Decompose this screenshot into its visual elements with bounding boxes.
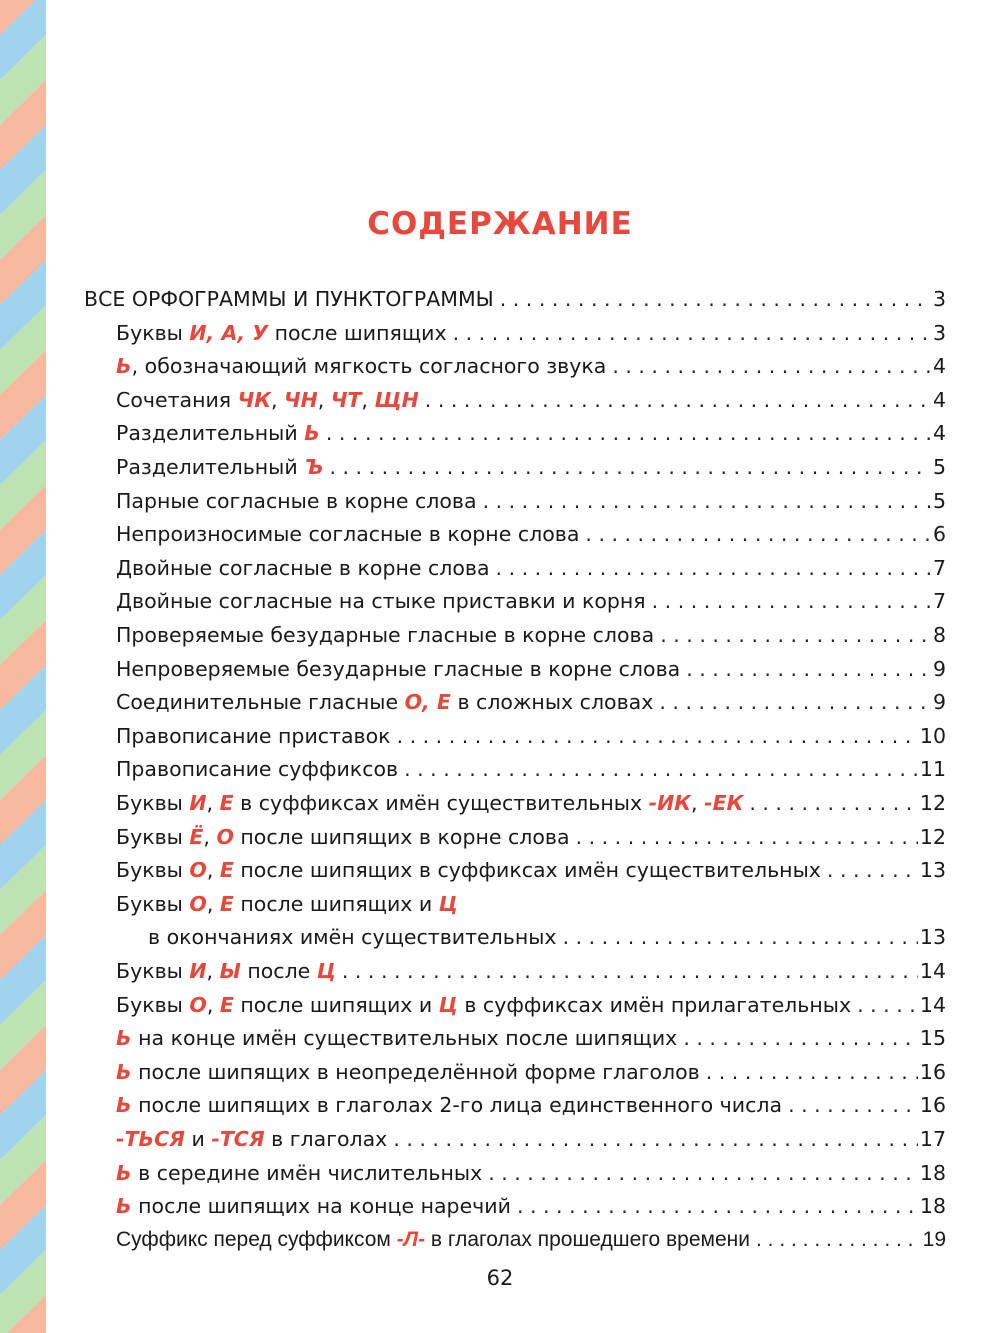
toc-text: , (271, 387, 285, 412)
toc-highlight: Е (219, 891, 234, 916)
toc-highlight: О (189, 992, 207, 1017)
toc-entry-title (116, 450, 323, 484)
toc-highlight: -ТСЯ (211, 1127, 265, 1151)
toc-entry[interactable] (116, 316, 946, 350)
toc-text: , (206, 858, 220, 883)
toc-entry[interactable] (116, 1088, 946, 1122)
toc-leader-dots (453, 316, 931, 350)
page-title: СОДЕРЖАНИЕ (367, 206, 633, 242)
toc-page-number: 4 (932, 421, 946, 446)
toc-entry[interactable] (116, 752, 946, 786)
toc-highlight: И (189, 959, 207, 983)
toc-text: Суффикс перед суффиксом (116, 1227, 397, 1251)
toc-page-number: 15 (919, 1026, 946, 1051)
toc-leader-dots (683, 1021, 918, 1055)
toc-entry[interactable] (148, 920, 946, 954)
toc-entry-title (116, 1156, 482, 1190)
toc-highlight: О (189, 858, 207, 883)
toc-leader-dots (857, 988, 918, 1022)
toc-text: , (206, 791, 220, 815)
toc-text: после шипящих на конце наречий (131, 1194, 511, 1219)
toc-text: Проверяемые безударные гласные в корне слова (116, 623, 655, 647)
toc-entry-title (116, 1021, 677, 1055)
toc-entry[interactable] (116, 1021, 946, 1055)
toc-page-number: 18 (919, 1160, 946, 1185)
toc-text: , (206, 959, 220, 983)
toc-text: и (184, 1127, 212, 1151)
toc-leader-dots (706, 1055, 918, 1089)
toc-entry-title (116, 551, 490, 585)
toc-text: в сложных словах (450, 690, 654, 715)
toc-highlight: Ц (438, 992, 458, 1017)
toc-entry-title (116, 820, 570, 854)
decorative-triangle-stripe (0, 0, 48, 1333)
toc-highlight: Е (219, 992, 234, 1017)
toc-text: Буквы (116, 891, 190, 916)
toc-text: , (361, 387, 375, 412)
toc-entry[interactable] (116, 954, 946, 988)
toc-page-number: 16 (919, 1093, 946, 1118)
toc-entry-title (116, 1088, 782, 1122)
toc-highlight: Ъ (304, 455, 324, 479)
toc-entry-title (116, 988, 851, 1022)
toc-page-number: 13 (919, 858, 946, 883)
toc-highlight: -ТЬСЯ (116, 1127, 185, 1151)
toc-entry[interactable] (116, 1055, 946, 1089)
toc-text: Буквы (116, 959, 190, 983)
toc-highlight: Е (219, 791, 234, 815)
toc-leader-dots (397, 719, 918, 753)
toc-highlight: -ИК (648, 791, 692, 815)
toc-entry[interactable] (116, 853, 946, 887)
toc-entry-title (148, 920, 557, 954)
toc-highlight: И, А, У (189, 320, 269, 345)
toc-highlight: Ц (316, 959, 336, 983)
toc-text: после шипящих в глаголах 2-го лица единственного числа (131, 1093, 783, 1118)
toc-entry[interactable] (116, 719, 946, 753)
toc-entry-title (116, 786, 743, 820)
toc-text: в окончаниях имён существительных (148, 925, 557, 950)
toc-entry-title (116, 652, 680, 686)
toc-text: , (317, 387, 331, 412)
toc-text: после шипящих в неопределённой форме глаголов (131, 1059, 700, 1084)
toc-leader-dots (488, 1156, 918, 1190)
toc-highlight: Ь (116, 1093, 132, 1118)
toc-leader-dots (612, 349, 931, 383)
toc-leader-dots (404, 752, 918, 786)
toc-entry-title (116, 1189, 511, 1223)
toc-leader-dots (652, 584, 931, 618)
toc-entry[interactable] (116, 618, 946, 652)
toc-text: , (203, 824, 217, 849)
toc-entry-title (116, 752, 398, 786)
toc-entry[interactable] (116, 450, 946, 484)
toc-text: после шипящих и (233, 891, 439, 916)
toc-entry-title (116, 1223, 750, 1257)
toc-highlight: Ё (189, 824, 204, 849)
toc-highlight: Ц (438, 891, 458, 916)
toc-highlight: -Л- (396, 1227, 426, 1251)
toc-entry[interactable] (116, 887, 946, 921)
toc-text: Правописание приставок (116, 723, 391, 748)
toc-highlight: Ь (116, 1059, 132, 1084)
toc-highlight: ЩН (374, 387, 419, 412)
toc-entry-title (116, 1122, 387, 1156)
toc-page-number: 9 (932, 656, 946, 681)
toc-highlight: ЧН (284, 387, 318, 412)
toc-text: после шипящих и (233, 992, 439, 1017)
toc-page-number: 14 (919, 959, 946, 983)
toc-text: , (691, 791, 705, 815)
toc-text: после шипящих в суффиксах имён существительных (233, 858, 821, 883)
toc-highlight: И (189, 791, 207, 815)
toc-page-number: 5 (932, 455, 946, 479)
toc-highlight: О, Е (404, 690, 451, 715)
toc-highlight: Ь (116, 354, 132, 379)
toc-text: Соединительные гласные (116, 690, 405, 715)
toc-page-number: 12 (919, 824, 946, 849)
toc-text: Буквы (116, 858, 190, 883)
toc-leader-dots (342, 954, 918, 988)
toc-text: , обозначающий мягкость согласного звука (131, 354, 607, 379)
toc-page-number: 7 (932, 589, 946, 614)
toc-page-number: 10 (919, 723, 946, 748)
toc-entry[interactable] (116, 584, 946, 618)
toc-page-number: 18 (919, 1194, 946, 1219)
toc-text: Разделительный (116, 421, 305, 446)
toc-leader-dots (393, 1122, 918, 1156)
toc-page-number: 14 (919, 992, 946, 1017)
toc-text: , (206, 992, 220, 1017)
toc-page-number: 16 (919, 1059, 946, 1084)
page-number: 62 (486, 1266, 514, 1290)
toc-text: после шипящих в корне слова (233, 824, 570, 849)
toc-text: Буквы (116, 992, 190, 1017)
toc-highlight: Ь (116, 1026, 132, 1051)
toc-page-number: 5 (932, 488, 946, 513)
toc-highlight: Ь (116, 1194, 132, 1219)
toc-entry[interactable] (116, 1156, 946, 1190)
toc-page-number: 17 (919, 1127, 946, 1151)
toc-entry[interactable] (116, 416, 946, 450)
toc-leader-dots (326, 416, 931, 450)
toc-entry-title (116, 316, 447, 350)
toc-entry-title (116, 719, 391, 753)
toc-page-number: 9 (932, 690, 946, 715)
toc-leader-dots (576, 820, 918, 854)
toc-text: в глаголах (264, 1127, 388, 1151)
toc-entry[interactable] (116, 517, 946, 551)
toc-leader-dots (788, 1088, 918, 1122)
toc-entry[interactable] (116, 786, 946, 820)
toc-text: на конце имён существительных после шипящих (131, 1026, 678, 1051)
toc-highlight: Ь (304, 421, 320, 446)
toc-page-number: 19 (922, 1227, 946, 1251)
toc-entry-title (116, 685, 653, 719)
toc-highlight: О (216, 824, 234, 849)
toc-entry-title (116, 618, 654, 652)
toc-highlight: ЧТ (330, 387, 362, 412)
toc-leader-dots (329, 450, 930, 484)
toc-text: Правописание суффиксов (116, 757, 399, 782)
toc-leader-dots (827, 853, 918, 887)
toc-highlight: Ы (219, 959, 241, 983)
toc-entry[interactable] (116, 1189, 946, 1223)
toc-text: Парные согласные в корне слова (116, 488, 477, 513)
toc-text: Непроизносимые согласные в корне слова (116, 522, 580, 547)
toc-entry-title (116, 517, 579, 551)
toc-page-number: 3 (932, 320, 946, 345)
toc-text: Двойные согласные на стыке приставки и корня (116, 589, 646, 614)
toc-page-number: 4 (932, 387, 946, 412)
toc-page-number: 3 (932, 287, 946, 311)
toc-entry-title: ВСЕ ОРФОГРАММЫ И ПУНКТОГРАММЫ (84, 287, 494, 311)
toc-entry-title (116, 349, 606, 383)
toc-highlight: О (189, 891, 207, 916)
toc-leader-dots (585, 517, 931, 551)
toc-leader-dots (517, 1189, 918, 1223)
toc-entry[interactable] (116, 349, 946, 383)
toc-leader-dots (483, 484, 931, 518)
toc-text: Разделительный (116, 455, 305, 479)
toc-text: Сочетания (116, 387, 238, 412)
toc-entry[interactable] (116, 484, 946, 518)
toc-text: Буквы (116, 320, 190, 345)
toc-text: в суффиксах имён существительных (233, 791, 649, 815)
toc-section-heading[interactable] (84, 282, 946, 316)
toc-text: в суффиксах имён прилагательных (457, 992, 852, 1017)
toc-text: после шипящих (268, 320, 447, 345)
toc-leader-dots (660, 618, 931, 652)
toc-text: , (206, 891, 220, 916)
toc-highlight: -ЕК (704, 791, 744, 815)
toc-text: в глаголах прошедшего времени (425, 1227, 750, 1251)
toc-page-number: 11 (919, 757, 946, 782)
toc-highlight: ЧК (237, 387, 271, 412)
toc-text: после (240, 959, 317, 983)
toc-entry-title (116, 954, 336, 988)
toc-page-number: 6 (932, 522, 946, 547)
toc-entry[interactable] (116, 1122, 946, 1156)
toc-leader-dots (659, 685, 931, 719)
toc-leader-dots (496, 551, 931, 585)
toc-leader-dots (756, 1223, 921, 1257)
toc-text: в середине имён числительных (131, 1160, 483, 1185)
toc-entry[interactable] (116, 988, 946, 1022)
toc-leader-dots (500, 282, 931, 316)
toc-highlight: Е (219, 858, 234, 883)
toc-entry-title (116, 584, 646, 618)
toc-page-number: 12 (919, 791, 946, 815)
toc-entry-title (116, 887, 458, 921)
toc-text: Двойные согласные в корне слова (116, 555, 490, 580)
toc-entry-title (116, 853, 821, 887)
toc-leader-dots (563, 920, 918, 954)
toc-page-number: 7 (932, 555, 946, 580)
toc-text: Буквы (116, 824, 190, 849)
toc-entry[interactable] (116, 685, 946, 719)
toc-entry-title (116, 484, 477, 518)
toc-text: Непроверяемые безударные гласные в корне слова (116, 656, 681, 681)
toc-entry-title (116, 1055, 700, 1089)
toc-entry-title (116, 383, 419, 417)
toc-entry[interactable] (116, 652, 946, 686)
toc-page-number: 4 (932, 354, 946, 379)
toc-entry[interactable] (116, 551, 946, 585)
toc-entry-title (116, 416, 320, 450)
toc-page-number: 8 (932, 623, 946, 647)
toc-leader-dots (425, 383, 931, 417)
toc-entry[interactable] (116, 820, 946, 854)
toc-entry[interactable] (116, 383, 946, 417)
toc-highlight: Ь (116, 1160, 132, 1185)
toc-text: Буквы (116, 791, 190, 815)
toc-entry[interactable] (116, 1223, 946, 1257)
toc-page-number: 13 (919, 925, 946, 950)
toc-leader-dots (749, 786, 918, 820)
toc-leader-dots (686, 652, 931, 686)
